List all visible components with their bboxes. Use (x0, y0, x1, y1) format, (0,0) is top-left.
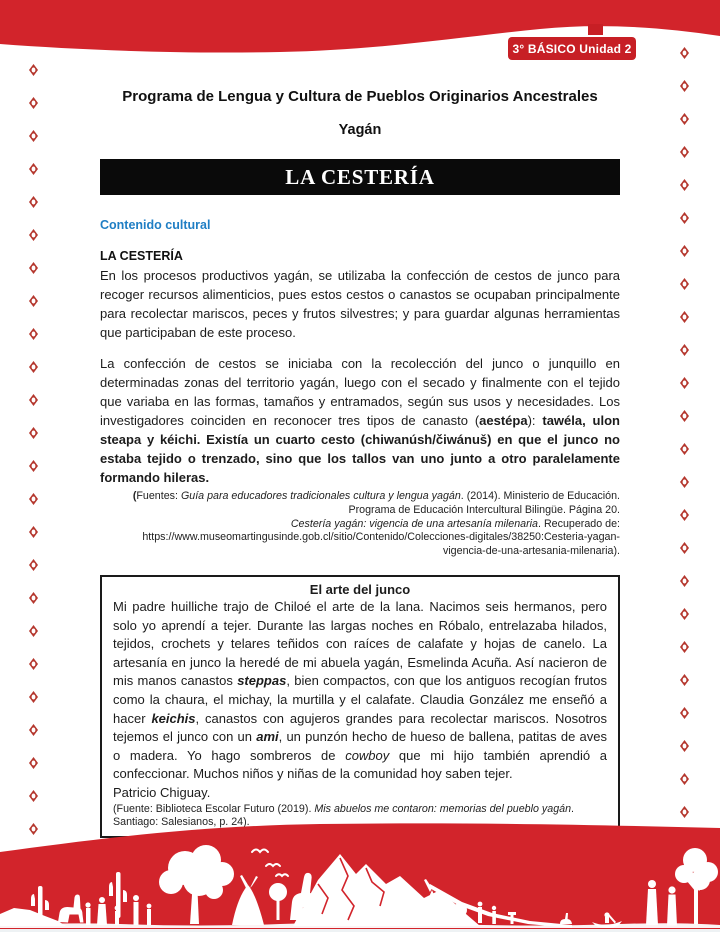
diamond-ornament-icon (29, 162, 38, 174)
footer-landscape-art (0, 822, 720, 932)
sources-citation: (Fuentes: Guía para educadores tradicionales cultura y lengua yagán. (2014). Ministerio de Educación. Programa de Educación Intercultural Bilingüe. Página 20. Cestería yagán: vigencia de una artesanía milenaria. Recuperado de: https://www.museomartingusinde.gob.cl/sitio/Contenido/Colecciones-digitales/38250:Cesteria-yagan-vigencia-de-una-artesania-milenaria). (132, 490, 620, 558)
diamond-ornament-icon (680, 739, 689, 751)
diamond-ornament-icon (680, 46, 689, 58)
diamond-ornament-icon (680, 640, 689, 652)
diamond-ornament-icon (680, 277, 689, 289)
diamond-ornament-icon (680, 706, 689, 718)
diamond-ornament-icon (29, 195, 38, 207)
paragraph-1: En los procesos productivos yagán, se utilizaba la confección de cestos de junco para recoger recursos alimenticios, pues estos cestos o canastos se ocupaban principalmente para recolectar mariscos, peces y frutos silvestres; y para guardar algunas herramientas que participaban de este proceso. (100, 268, 620, 340)
diamond-ornament-icon (680, 178, 689, 190)
reading-box-signature: Patricio Chiguay. (113, 784, 211, 800)
article-heading: LA CESTERÍA (100, 249, 183, 263)
diamond-ornament-icon (680, 541, 689, 553)
paragraph-2: La confección de cestos se iniciaba con la recolección del junco o junquillo en determinadas zonas del territorio yagán, luego con el secado y finalmente con el tejido que variaba en las formas, tamaños y entramados, según sus usos y necesidades. Los investigadores coinciden en reconocer tres tipos de canasto (aestépa): tawéla, ulon steapa y kéichi. Existía un cuarto cesto (chiwanúsh/čiwánuš) en que el junco no estaba tejido o trenzado, sino que los tallos van uno junto a otro paralelamente formando hileras. (100, 356, 620, 485)
diamond-ornament-icon (29, 459, 38, 471)
diamond-ornament-icon (29, 294, 38, 306)
diamond-ornament-icon (680, 310, 689, 322)
reading-box (100, 575, 620, 838)
diamond-ornament-icon (29, 393, 38, 405)
diamond-ornament-icon (29, 63, 38, 75)
diamond-ornament-icon (680, 376, 689, 388)
diamond-ornament-icon (680, 343, 689, 355)
diamond-ornament-icon (29, 426, 38, 438)
diamond-ornament-icon (29, 327, 38, 339)
section-banner-title: LA CESTERÍA (285, 164, 435, 189)
diamond-ornament-icon (680, 508, 689, 520)
reading-box-body: Mi padre huilliche trajo de Chiloé el arte de la lana. Nacimos seis hermanos, pero solo yo aprendí a tejer. Durante las largas noches en Róbalo, entrelazaba hilados, tejidos, crochets y telares teñidos con raíces de calafate y hojas de canelo. La artesanía en junco la heredé de mi abuela yagán, Esmelinda Acuña. Así nacieron de mis manos canastos steppas, bien compactos, con que los antiguos recogían frutos como la chaura, el michay, la murtilla y el calafate. Claudia González me enseñó a hacer keichis, canastos con agujeros grandes para recolectar mariscos. Nosotros tejemos el junco con un ami, un punzón hecho de hueso de ballena, patitas de aves o madera. Yo hago sombreros de cowboy que mi hijo también aprendió a confeccionar. Muchos niños y niñas de la comunidad hoy saben tejer. (113, 598, 608, 782)
diamond-ornament-icon (29, 558, 38, 570)
diamond-ornament-icon (680, 79, 689, 91)
diamond-ornament-icon (680, 772, 689, 784)
diamond-ornament-icon (680, 409, 689, 421)
diamond-ornament-icon (29, 624, 38, 636)
diamond-ornament-icon (29, 756, 38, 768)
diamond-ornament-icon (680, 574, 689, 586)
diamond-ornament-icon (29, 129, 38, 141)
diamond-ornament-icon (680, 145, 689, 157)
diamond-ornament-icon (29, 657, 38, 669)
diamond-ornament-icon (680, 112, 689, 124)
content-type-label: Contenido cultural (100, 218, 211, 232)
diamond-ornament-icon (680, 607, 689, 619)
diamond-ornament-icon (29, 591, 38, 603)
program-title: Programa de Lengua y Cultura de Pueblos Originarios Ancestrales (122, 88, 598, 105)
diamond-ornament-icon (29, 789, 38, 801)
unit-badge (508, 37, 636, 60)
diamond-ornament-icon (29, 492, 38, 504)
diamond-ornament-icon (29, 690, 38, 702)
reading-box-title: El arte del junco (309, 581, 411, 597)
diamond-ornament-icon (680, 211, 689, 223)
unit-badge-label: 3° BÁSICO Unidad 2 (512, 41, 632, 56)
diamond-ornament-icon (680, 673, 689, 685)
diamond-ornament-icon (29, 96, 38, 108)
main-content (100, 88, 620, 838)
reading-box-source: (Fuente: Biblioteca Escolar Futuro (2019). Mis abuelos me contaron: memorias del pueblo yagán. Santiago: Salesianos, p. 24). (113, 802, 575, 828)
diamond-ornament-icon (29, 723, 38, 735)
diamond-ornament-icon (680, 244, 689, 256)
diamond-ornament-icon (29, 360, 38, 372)
diamond-ornament-icon (29, 525, 38, 537)
language-title: Yagán (338, 122, 382, 138)
diamond-ornament-icon (680, 475, 689, 487)
diamond-ornament-icon (680, 442, 689, 454)
section-banner (100, 159, 620, 195)
diamond-ornament-icon (29, 228, 38, 240)
diamond-ornament-icon (29, 261, 38, 273)
diamond-ornament-icon (680, 805, 689, 817)
